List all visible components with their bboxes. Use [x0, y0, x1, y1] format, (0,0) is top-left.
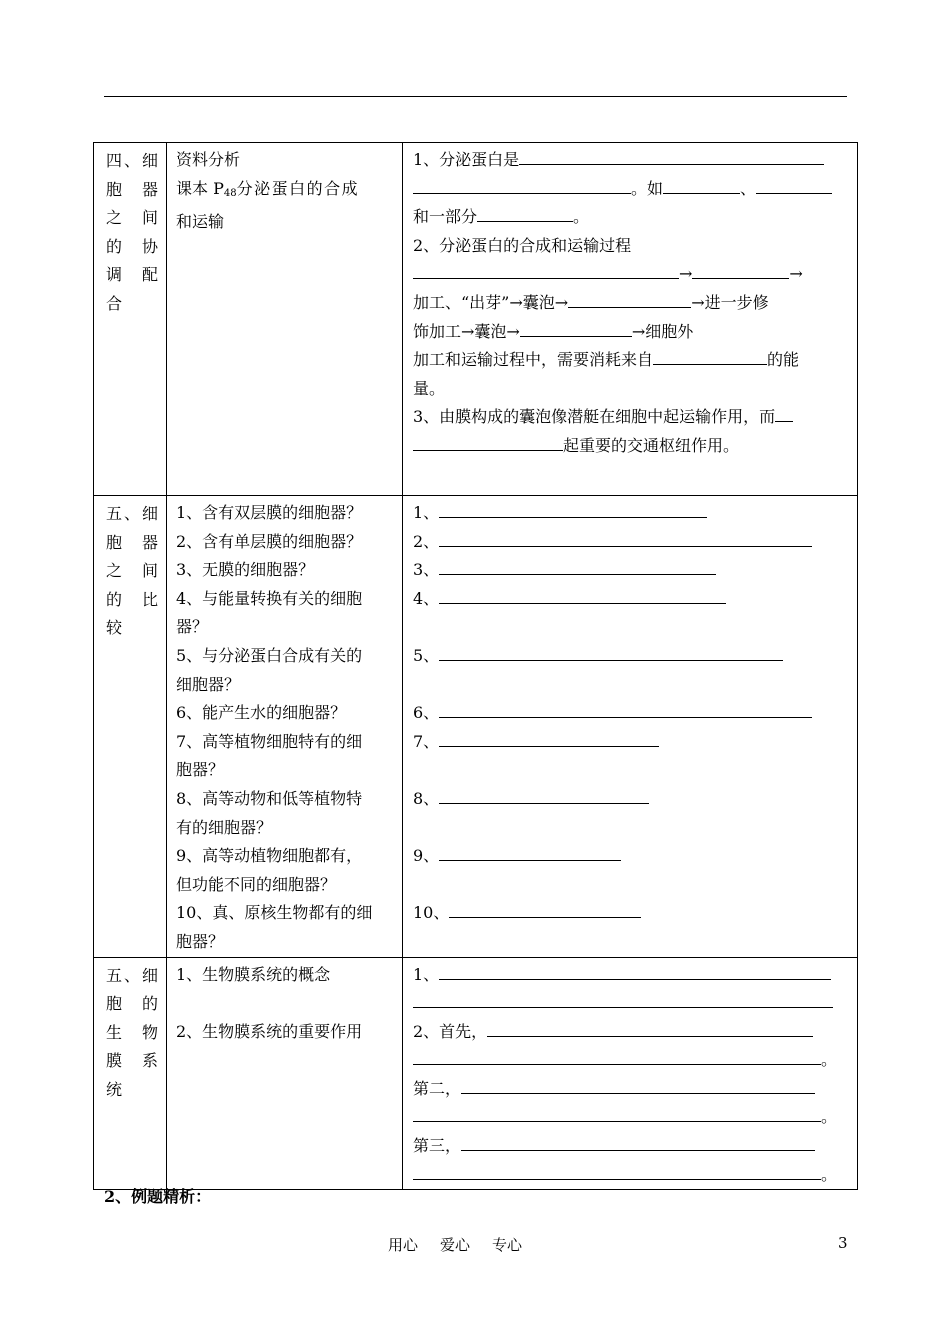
section-title-comparison: 五、细 胞 器 之 间 的 比 较	[94, 496, 167, 958]
questions-comparison: 1、含有双层膜的细胞器？ 2、含有单层膜的细胞器？ 3、无膜的细胞器？ 4、与能量转换有关的细胞 器？ 5、与分泌蛋白合成有关的 细胞器？ 6、能产生水的细胞器？ 7、高等植物细胞特有的细 胞器？ 8、高等动物和低等植物特 有的细胞器？ 9、高等动植物细胞都有， 但功能不同的细胞器？ 10、真、原核生物都有的细 胞器？	[167, 496, 403, 958]
blank[interactable]	[439, 730, 659, 747]
section-row-comparison	[94, 496, 858, 958]
header-rule	[104, 96, 847, 97]
blank[interactable]	[439, 787, 649, 804]
blank[interactable]	[487, 1020, 813, 1037]
section-title-membrane: 五、细 胞 的 生 物 膜 系 统	[94, 957, 167, 1190]
blank[interactable]	[413, 1048, 821, 1065]
questions-coordination	[167, 143, 403, 496]
blank[interactable]	[653, 348, 767, 365]
blank[interactable]	[477, 205, 573, 222]
question-item: 1、含有双层膜的细胞器？	[176, 503, 363, 522]
blank[interactable]	[439, 644, 783, 661]
answers-coordination: 1、分泌蛋白是 。如 、 和一部分 。 2、分泌蛋白的合成和运输过程 → → 加工、“出芽”→囊泡→ →进一步修 饰加工→囊泡→ →细胞外 加工和运输过程中，需要消耗来自 的能 量。 3、由膜构成的囊泡像潜艇在细胞中起运输作用，而 起重要的交通枢纽作用。	[403, 143, 858, 496]
answers-membrane: 1、 2、首先， 。 第二， 。 第三， 。	[403, 957, 858, 1190]
question-item: 8、高等动物和低等植物特	[176, 788, 363, 808]
blank[interactable]	[413, 262, 679, 279]
blank[interactable]	[413, 1105, 821, 1122]
blank[interactable]	[439, 530, 812, 547]
blank[interactable]	[439, 558, 716, 575]
question-item: 3、无膜的细胞器？	[176, 560, 315, 580]
question-text: 和运输	[176, 212, 225, 232]
blank[interactable]	[439, 587, 726, 604]
worksheet-table	[93, 142, 858, 1190]
question-item: 9、高等动植物细胞都有，	[176, 846, 363, 866]
question-item: 10、真、原核生物都有的细	[176, 903, 373, 923]
blank[interactable]	[663, 177, 740, 194]
blank[interactable]	[520, 320, 632, 337]
blank[interactable]	[439, 701, 812, 718]
question-text: 资料分析	[176, 150, 241, 169]
blank[interactable]	[413, 1163, 821, 1180]
question-item: 6、能产生水的细胞器？	[176, 703, 347, 723]
footer-motto: 用心 爱心 专心	[388, 1236, 523, 1254]
blank[interactable]	[413, 991, 833, 1008]
blank[interactable]	[413, 177, 631, 194]
blank[interactable]	[461, 1134, 815, 1151]
blank[interactable]	[775, 405, 793, 422]
question-text: 课本 $P_{48}$分泌蛋白的合成	[176, 178, 360, 199]
example-heading: 2、例题精析：	[104, 1187, 212, 1206]
section-row-membrane-system	[94, 957, 858, 1190]
blank[interactable]	[439, 963, 831, 980]
blank[interactable]	[568, 291, 691, 308]
blank[interactable]	[519, 148, 824, 165]
blank[interactable]	[692, 262, 789, 279]
section-row-coordination	[94, 143, 858, 496]
answers-comparison: 1、 2、 3、 4、 5、 6、 7、 8、 9、 10、	[403, 496, 858, 958]
question-item: 5、与分泌蛋白合成有关的	[176, 645, 363, 665]
question-item: 2、生物膜系统的重要作用	[176, 1021, 363, 1041]
blank[interactable]	[449, 901, 641, 918]
question-item: 1、生物膜系统的概念	[176, 964, 331, 984]
question-item: 7、高等植物细胞特有的细	[176, 731, 363, 751]
question-item: 4、与能量转换有关的细胞	[176, 588, 363, 608]
page-number: 3	[838, 1234, 848, 1252]
blank[interactable]	[461, 1077, 815, 1094]
blank[interactable]	[439, 844, 621, 861]
question-item: 2、含有单层膜的细胞器？	[176, 531, 363, 551]
section-title-coordination: 四、细 胞 器 之 间 的 协 调 配 合	[94, 143, 167, 496]
questions-membrane	[167, 957, 403, 1190]
blank[interactable]	[439, 501, 707, 518]
blank[interactable]	[756, 177, 832, 194]
blank[interactable]	[413, 434, 563, 451]
